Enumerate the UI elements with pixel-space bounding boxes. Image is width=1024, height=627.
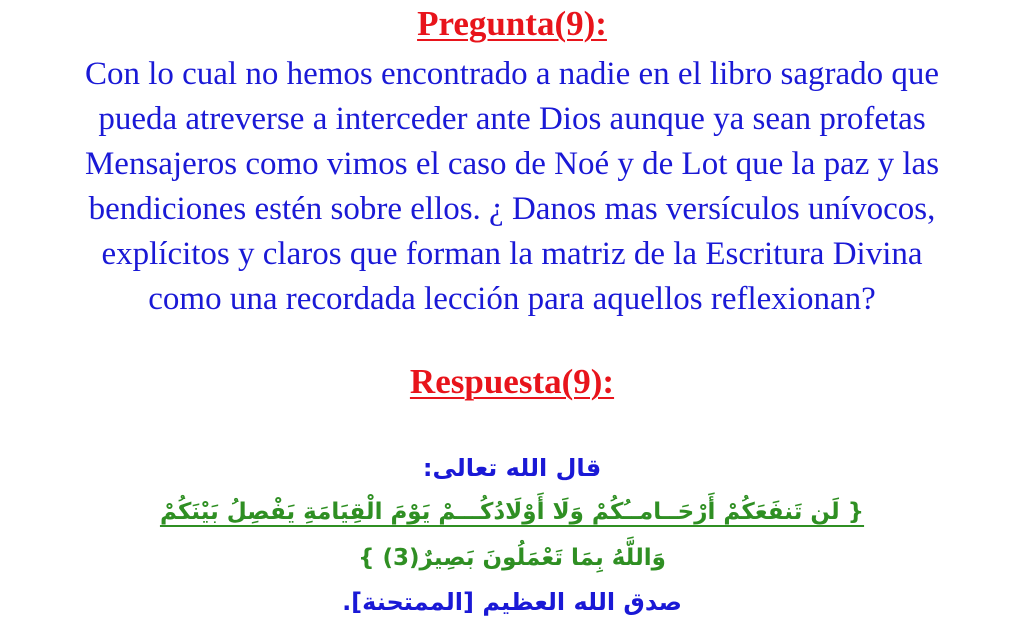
question-text (8, 52, 1016, 322)
question-line: como una recordada lección para aquellos reflexionan? (148, 281, 876, 317)
answer-heading: Respuesta(9): (409, 362, 615, 401)
question-line: Mensajeros como vimos el caso de Noé y de Lot que la paz y las (84, 146, 940, 182)
question-line: Con lo cual no hemos encontrado a nadie en el libro sagrado que (84, 56, 940, 92)
question-line: pueda atreverse a interceder ante Dios aunque ya sean profetas (98, 101, 926, 137)
quran-verse-line-1: { لَن تَنفَعَكُمْ أَرْحَــامــُكُمْ وَلَا أَوْلَادُكُـــمْ يَوْمَ الْقِيَامَةِ يَفْصِلُ بَيْنَكُمْ (159, 499, 865, 525)
question-heading: Pregunta(9): (417, 4, 607, 43)
question-line: explícitos y claros que forman la matriz de la Escritura Divina (101, 236, 923, 272)
answer-closing: صدق الله العظيم [الممتحنة]. (342, 588, 682, 616)
quran-verse-line-2: وَاللَّهُ بِمَا تَعْمَلُونَ بَصِيرٌ(3) } (358, 545, 666, 571)
answer-intro: قال الله تعالى: (422, 454, 602, 482)
question-line: bendiciones estén sobre ellos. ¿ Danos mas versículos unívocos, (88, 191, 936, 227)
